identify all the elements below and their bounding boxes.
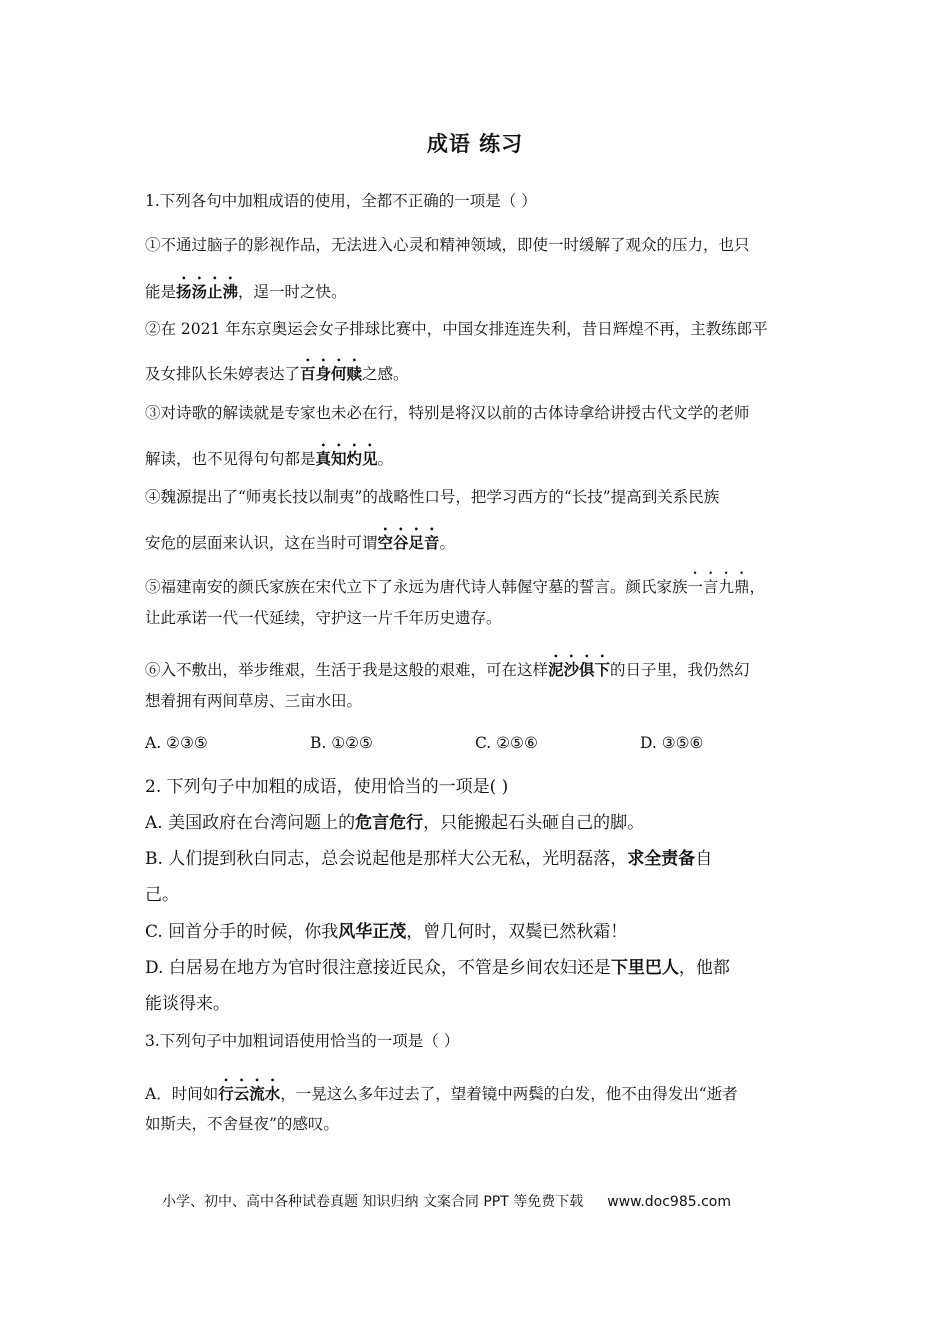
q1-sentence-4-line-1: ④魏源提出了“师夷长技以制夷”的战略性口号，把学习西方的“长技”提高到关系民族 [145, 488, 720, 506]
idiom: 空谷足音 [377, 534, 440, 552]
idiom: 百身何赎 [300, 365, 363, 383]
q1-option-c: C. ②⑤⑥ [475, 734, 538, 752]
q2-option-d-line-1: D. 白居易在地方为官时很注意接近民众，不管是乡间农妇还是下里巴人，他都 [145, 958, 730, 978]
q1-sentence-6-line-1: ⑥入不敷出，举步维艰，生活于我是这般的艰难，可在这样泥沙俱下的日子里，我仍然幻 [145, 661, 750, 679]
question-1-stem: 1.下列各句中加粗成语的使用，全都不正确的一项是（ ） [145, 192, 537, 210]
q2-option-d-line-2: 能谈得来。 [145, 994, 230, 1014]
q1-option-a: A. ②③⑤ [145, 734, 208, 752]
q1-sentence-2-line-1: ②在 2021 年东京奥运会女子排球比赛中，中国女排连连失利，昔日辉煌不再，主教练郎平 [145, 320, 768, 338]
idiom: 泥沙俱下 [548, 661, 611, 679]
q2-option-a: A. 美国政府在台湾问题上的危言危行，只能搬起石头砸自己的脚。 [145, 813, 645, 833]
q1-sentence-5-line-2: 让此承诺一代一代延续，守护这一片千年历史遗存。 [145, 609, 502, 627]
q2-option-c: C. 回首分手的时候，你我风华正茂，曾几何时，双鬓已然秋霜！ [145, 922, 628, 942]
q1-sentence-6-line-2: 想着拥有两间草房、三亩水田。 [145, 692, 363, 710]
q1-sentence-2-line-2: 及女排队长朱婷表达了百身何赎之感。 [145, 365, 409, 383]
q1-sentence-5-line-1: ⑤福建南安的颜氏家族在宋代立下了永远为唐代诗人韩偓守墓的誓言。颜氏家族一言九鼎， [145, 578, 766, 596]
q1-sentence-1-line-2: 能是扬汤止沸，逞一时之快。 [145, 283, 347, 301]
q1-sentence-4-line-2: 安危的层面来认识，这在当时可谓空谷足音。 [145, 534, 456, 552]
footer-url[interactable]: www.doc985.com [607, 1194, 731, 1210]
q3-option-a-line-1: A．时间如行云流水，一晃这么多年过去了，望着镜中两鬓的白发，他不由得发出“逝者 [145, 1085, 738, 1103]
q2-option-b-line-2: 己。 [145, 885, 179, 905]
idiom: 行云流水 [218, 1085, 281, 1103]
idiom: 风华正茂 [338, 922, 407, 942]
q1-sentence-1-line-1: ①不通过脑子的影视作品，无法进入心灵和精神领域，即使一时缓解了观众的压力，也只 [145, 236, 750, 254]
idiom: 扬汤止沸 [176, 283, 239, 301]
idiom: 危言危行 [355, 813, 424, 833]
page-footer [162, 1191, 731, 1211]
q1-option-d: D. ③⑤⑥ [640, 734, 704, 752]
q1-option-b: B. ①②⑤ [310, 734, 373, 752]
q1-sentence-3-line-1: ③对诗歌的解读就是专家也未必在行，特别是将汉以前的古体诗拿给讲授古代文学的老师 [145, 404, 750, 422]
idiom: 求全责备 [627, 849, 696, 869]
idiom: 下里巴人 [610, 958, 679, 978]
q1-sentence-3-line-2: 解读，也不见得句句都是真知灼见。 [145, 450, 394, 468]
idiom: 真知灼见 [315, 450, 378, 468]
idiom: 一言九鼎 [687, 578, 750, 596]
q2-option-b-line-1: B. 人们提到秋白同志，总会说起他是那样大公无私，光明磊落，求全责备自 [145, 849, 713, 869]
footer-text: 小学、初中、高中各种试卷真题 知识归纳 文案合同 PPT 等免费下载 [162, 1194, 584, 1210]
question-3-stem: 3.下列句子中加粗词语使用恰当的一项是（ ） [145, 1032, 460, 1050]
page-title: 成语 练习 [426, 132, 524, 156]
question-2-stem: 2. 下列句子中加粗的成语，使用恰当的一项是( ) [145, 777, 509, 797]
q3-option-a-line-2: 如斯夫，不舍昼夜”的感叹。 [145, 1115, 339, 1133]
